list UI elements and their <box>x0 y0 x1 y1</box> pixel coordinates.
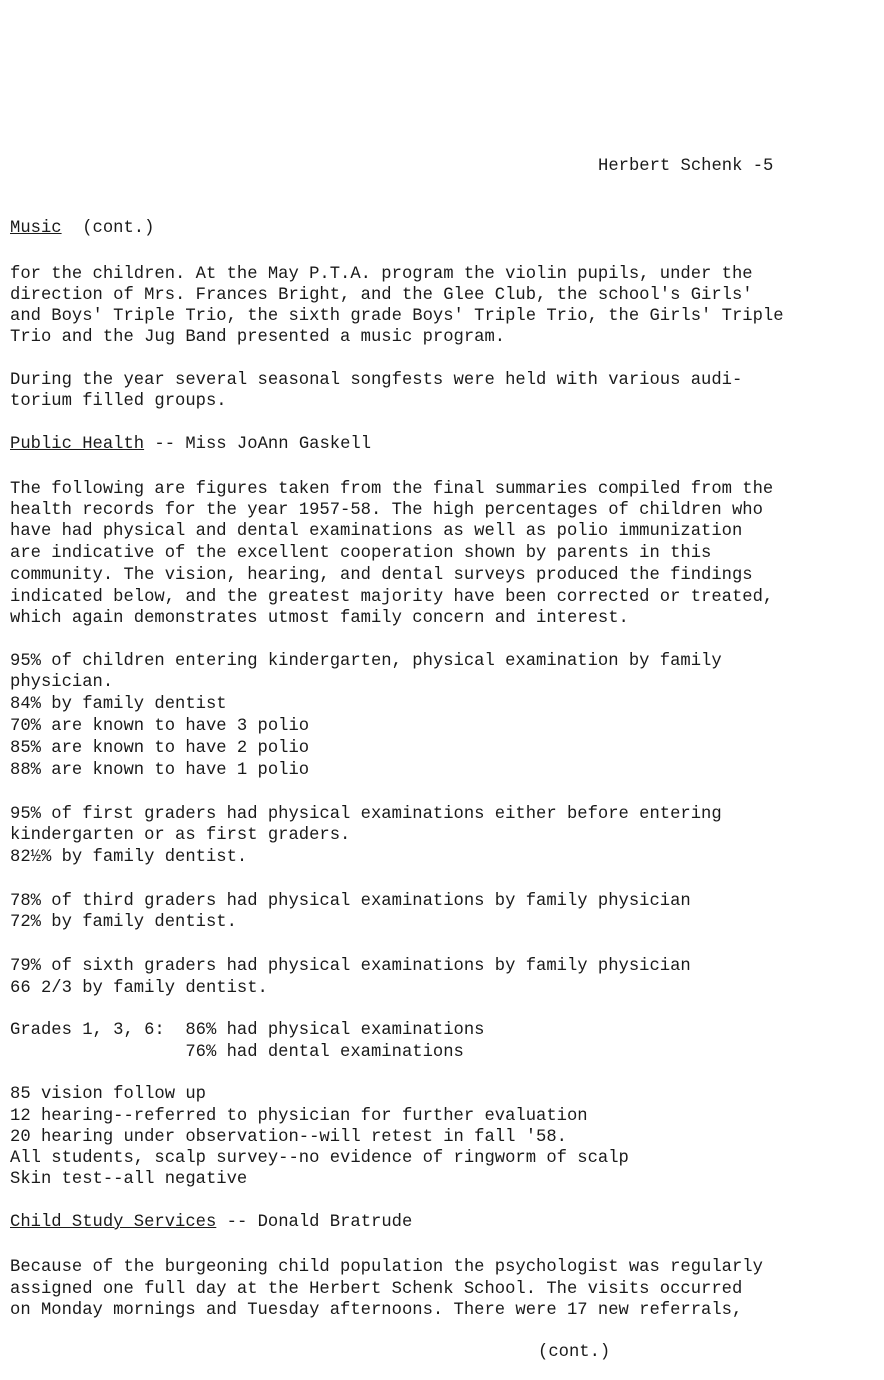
child-study-heading-row <box>10 1213 412 1233</box>
public-health-line: which again demonstrates utmost family concern and interest. <box>10 609 629 628</box>
music-heading-row <box>10 219 154 239</box>
public-health-line: health records for the year 1957-58. The high percentages of children who <box>10 501 763 520</box>
music-line: During the year several seasonal songfests were held with various audi- <box>10 371 743 390</box>
public-health-line: physician. <box>10 673 114 692</box>
public-health-line: 70% are known to have 3 polio <box>10 717 310 736</box>
music-heading-suffix: (cont.) <box>82 219 155 238</box>
child-study-heading-suffix: -- Donald Bratrude <box>226 1213 413 1232</box>
public-health-line: 85 vision follow up <box>10 1085 206 1104</box>
music-line: for the children. At the May P.T.A. program the violin pupils, under the <box>10 265 753 284</box>
public-health-line: 12 hearing--referred to physician for further evaluation <box>10 1107 588 1126</box>
public-health-line: have had physical and dental examinations as well as polio immunization <box>10 522 743 541</box>
public-health-line: community. The vision, hearing, and dental surveys produced the findings <box>10 566 753 585</box>
public-health-line: 78% of third graders had physical examinations by family physician <box>10 892 691 911</box>
music-line: and Boys' Triple Trio, the sixth grade Boys' Triple Trio, the Girls' Triple <box>10 307 784 326</box>
public-health-line: 72% by family dentist. <box>10 913 237 932</box>
music-heading: Music <box>10 219 62 238</box>
music-line: Trio and the Jug Band presented a music program. <box>10 328 506 347</box>
public-health-line: 88% are known to have 1 polio <box>10 761 310 780</box>
public-health-line: 85% are known to have 2 polio <box>10 739 310 758</box>
public-health-heading-row <box>10 435 371 455</box>
public-health-line: 76% had dental examinations <box>10 1043 464 1062</box>
public-health-line: kindergarten or as first graders. <box>10 826 351 845</box>
public-health-line: 20 hearing under observation--will retest in fall '58. <box>10 1128 567 1147</box>
child-study-line: assigned one full day at the Herbert Schenk School. The visits occurred <box>10 1280 743 1299</box>
public-health-line: Skin test--all negative <box>10 1170 248 1189</box>
public-health-line: 82½% by family dentist. <box>10 848 248 867</box>
page-header: Herbert Schenk -5 <box>598 157 774 176</box>
public-health-line: are indicative of the excellent cooperation shown by parents in this <box>10 544 712 563</box>
music-line: torium filled groups. <box>10 392 227 411</box>
public-health-heading: Public Health <box>10 435 145 454</box>
child-study-line: Because of the burgeoning child population the psychologist was regularly <box>10 1258 763 1277</box>
public-health-line: 95% of first graders had physical examinations either before entering <box>10 805 722 824</box>
continued-footer: (cont.) <box>538 1343 611 1362</box>
public-health-line: 79% of sixth graders had physical examinations by family physician <box>10 957 691 976</box>
music-line: direction of Mrs. Frances Bright, and the Glee Club, the school's Girls' <box>10 286 753 305</box>
public-health-line: 84% by family dentist <box>10 695 227 714</box>
public-health-line: 66 2/3 by family dentist. <box>10 979 268 998</box>
public-health-line: Grades 1, 3, 6: 86% had physical examinations <box>10 1021 485 1040</box>
public-health-line: 95% of children entering kindergarten, physical examination by family <box>10 652 722 671</box>
public-health-heading-suffix: -- Miss JoAnn Gaskell <box>154 435 372 454</box>
public-health-line: The following are figures taken from the final summaries compiled from the <box>10 480 774 499</box>
public-health-line: indicated below, and the greatest majority have been corrected or treated, <box>10 588 774 607</box>
public-health-line: All students, scalp survey--no evidence of ringworm of scalp <box>10 1149 629 1168</box>
child-study-line: on Monday mornings and Tuesday afternoons. There were 17 new referrals, <box>10 1301 743 1320</box>
child-study-heading: Child Study Services <box>10 1213 217 1232</box>
